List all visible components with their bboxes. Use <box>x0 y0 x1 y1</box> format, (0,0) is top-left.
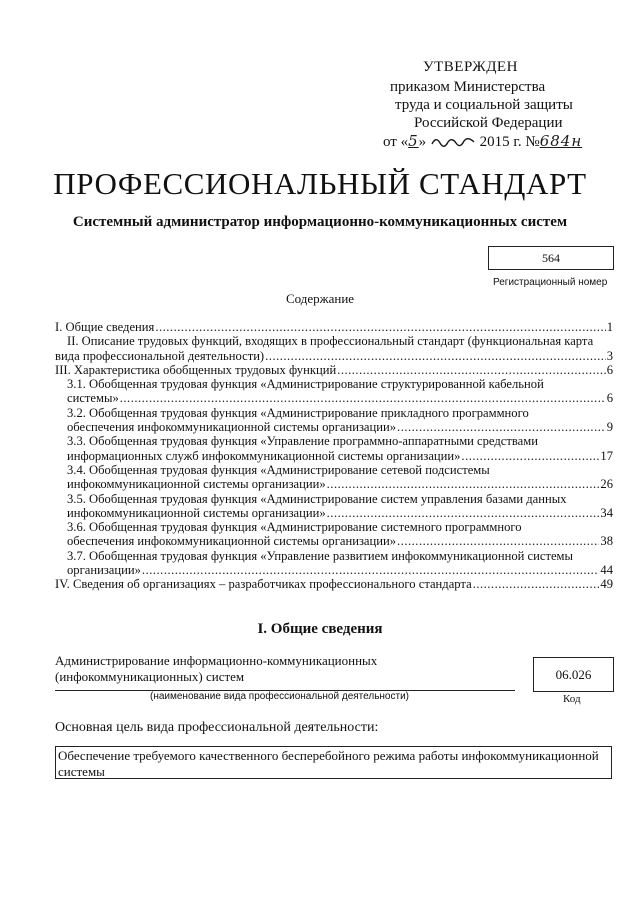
toc-entry-text: III. Характеристика обобщенных трудовых функций <box>55 362 337 377</box>
activity-line-2: (инфокоммуникационных) систем <box>55 669 245 684</box>
toc-entry[interactable] <box>55 563 613 577</box>
toc-entry[interactable] <box>55 320 613 334</box>
document-subtitle: Системный администратор информационно-коммуникационных систем <box>72 214 568 230</box>
approval-line-2: труда и социальной защиты <box>395 97 573 113</box>
order-number-handwritten: 684н <box>539 132 583 150</box>
toc-entry-page: 49 <box>600 577 613 592</box>
activity-line-1: Администрирование информационно-коммуникационных <box>55 653 378 668</box>
toc-entry-text: IV. Сведения об организациях – разработчиках профессионального стандарта <box>55 577 472 592</box>
toc-entry-text: I. Общие сведения <box>55 320 155 334</box>
goal-label: Основная цель вида профессиональной деятельности: <box>55 720 379 735</box>
toc-entry[interactable] <box>55 534 613 548</box>
date-day-handwritten: 5 <box>408 132 419 150</box>
approval-line-1: приказом Министерства <box>390 79 546 95</box>
toc-entry[interactable] <box>55 420 613 434</box>
toc-entry-text: обеспечения инфокоммуникационной системы организации» <box>67 534 397 549</box>
toc-entry-line: 3.4. Обобщенная трудовая функция «Администрирование сетевой подсистемы <box>67 462 490 477</box>
toc-entry-page: 9 <box>606 420 613 435</box>
date-month-handwritten <box>430 133 476 148</box>
table-of-contents <box>55 320 613 592</box>
activity-caption: (наименование вида профессиональной деятельности) <box>150 691 409 702</box>
toc-entry[interactable] <box>55 577 613 591</box>
toc-entry-page: 38 <box>600 534 613 549</box>
toc-entry-text: системы» <box>67 391 119 406</box>
toc-entry-line: 3.1. Обобщенная трудовая функция «Администрирование структурированной кабельной <box>67 377 544 392</box>
toc-entry-line: 3.5. Обобщенная трудовая функция «Администрирование систем управления базами данных <box>67 491 567 506</box>
toc-entry-line: 3.3. Обобщенная трудовая функция «Управление программно-аппаратными средствами <box>67 434 538 449</box>
date-prefix: от « <box>383 134 409 150</box>
toc-entry[interactable] <box>55 477 613 491</box>
toc-entry[interactable] <box>55 391 613 405</box>
toc-entry-page: 26 <box>600 477 613 492</box>
toc-entry[interactable] <box>55 506 613 520</box>
section-heading: I. Общие сведения <box>257 621 383 637</box>
toc-entry-text: информационных служб инфокоммуникационной системы организации» <box>67 448 461 463</box>
toc-entry-line: 3.6. Обобщенная трудовая функция «Администрирование системного программного <box>67 520 522 535</box>
toc-entry[interactable] <box>55 349 613 363</box>
toc-entry-text: организации» <box>67 563 141 578</box>
date-mid: » <box>418 134 430 150</box>
toc-entry-text: вида профессиональной деятельности) <box>55 348 265 363</box>
registration-number-box: 564 <box>488 246 614 270</box>
toc-entry-line: 3.7. Обобщенная трудовая функция «Управление развитием инфокоммуникационной системы <box>67 548 573 563</box>
toc-entry-text: инфокоммуникационной системы организации» <box>67 477 326 492</box>
activity-code-label: Код <box>563 693 581 705</box>
toc-entry-page: 1 <box>606 320 613 334</box>
toc-entry-text: инфокоммуникационной системы организации» <box>67 505 326 520</box>
approval-line-3: Российской Федерации <box>414 115 563 131</box>
activity-code-box: 06.026 <box>533 657 614 692</box>
approval-title: УТВЕРЖДЕН <box>423 59 518 75</box>
toc-entry-page: 6 <box>606 391 613 406</box>
toc-entry-page: 6 <box>606 362 613 377</box>
approval-date-line <box>383 132 582 152</box>
toc-entry[interactable] <box>55 363 613 377</box>
toc-entry-line: II. Описание трудовых функций, входящих в профессиональный стандарт (функциональная карта <box>67 334 594 349</box>
toc-entry-page: 44 <box>600 563 613 578</box>
toc-entry-page: 34 <box>600 505 613 520</box>
handwritten-month-scribble <box>430 133 476 148</box>
toc-entry-text: обеспечения инфокоммуникационной системы организации» <box>67 420 397 435</box>
goal-box: Обеспечение требуемого качественного бесперебойного режима работы инфокоммуникационной системы <box>55 746 612 779</box>
toc-entry-line: 3.2. Обобщенная трудовая функция «Администрирование прикладного программного <box>67 405 529 420</box>
contents-heading: Содержание <box>285 291 355 306</box>
toc-entry-page: 3 <box>606 348 613 363</box>
activity-name <box>55 653 455 685</box>
date-year: 2015 г. № <box>475 134 540 150</box>
toc-entry-page: 17 <box>600 448 613 463</box>
toc-entry[interactable] <box>55 449 613 463</box>
document-title: ПРОФЕССИОНАЛЬНЫЙ СТАНДАРТ <box>53 166 587 201</box>
registration-label: Регистрационный номер <box>493 277 608 288</box>
